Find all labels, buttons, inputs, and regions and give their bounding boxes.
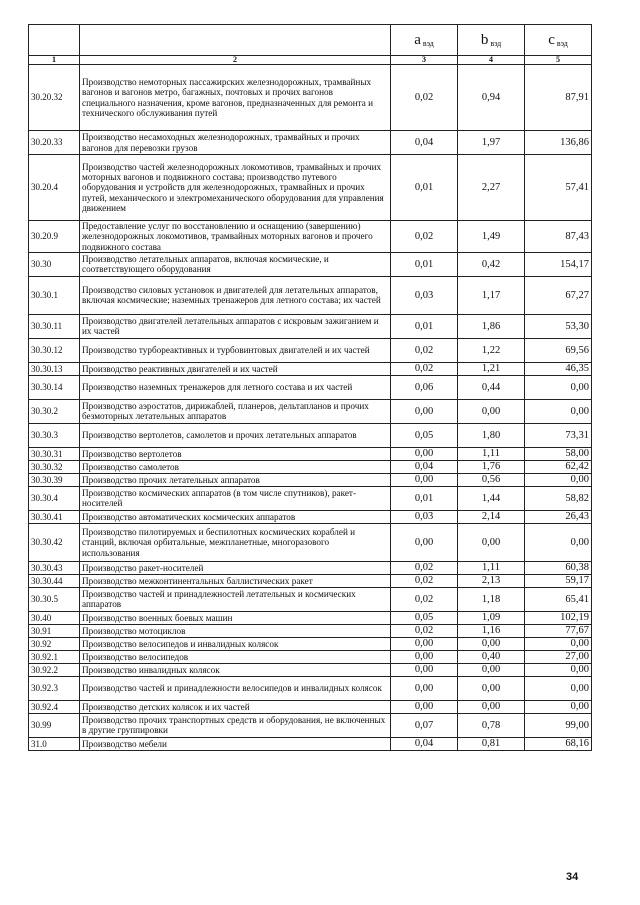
row-value-b: 1,18 (458, 587, 525, 611)
row-value-a: 0,00 (391, 637, 458, 650)
row-name: Производство силовых установок и двигателей для летательных аппаратов, включая космические; наземных тренажеров для летного состава; их частей (80, 276, 391, 314)
row-value-a: 0,01 (391, 252, 458, 276)
row-value-b: 0,81 (458, 737, 525, 750)
row-value-b: 1,49 (458, 221, 525, 253)
row-value-c: 154,17 (525, 252, 592, 276)
table-row (29, 338, 592, 362)
row-name: Производство вертолетов, самолетов и прочих летательных аппаратов (80, 423, 391, 447)
row-code: 30.30.13 (29, 362, 80, 375)
row-value-c: 0,00 (525, 473, 592, 486)
row-value-a: 0,07 (391, 713, 458, 737)
column-number: 2 (80, 56, 391, 65)
row-value-a: 0,00 (391, 650, 458, 663)
row-value-a: 0,02 (391, 221, 458, 253)
row-value-a: 0,01 (391, 314, 458, 338)
row-code: 30.92 (29, 637, 80, 650)
row-value-b: 1,11 (458, 447, 525, 460)
row-value-a: 0,05 (391, 423, 458, 447)
row-code: 30.30.1 (29, 276, 80, 314)
row-name: Производство мотоциклов (80, 624, 391, 637)
row-value-b: 1,17 (458, 276, 525, 314)
row-name: Производство велосипедов и инвалидных колясок (80, 637, 391, 650)
row-name: Производство инвалидных колясок (80, 663, 391, 676)
row-value-b: 0,44 (458, 375, 525, 399)
table-row (29, 574, 592, 587)
column-number: 3 (391, 56, 458, 65)
row-code: 30.30 (29, 252, 80, 276)
column-number: 4 (458, 56, 525, 65)
column-number: 5 (525, 56, 592, 65)
row-value-b: 0,00 (458, 676, 525, 700)
table-row (29, 423, 592, 447)
row-value-c: 27,00 (525, 650, 592, 663)
table-row (29, 561, 592, 574)
table-row (29, 510, 592, 523)
row-value-c: 77,67 (525, 624, 592, 637)
row-code: 30.30.12 (29, 338, 80, 362)
row-value-a: 0,04 (391, 131, 458, 155)
row-value-a: 0,05 (391, 611, 458, 624)
table-row (29, 131, 592, 155)
row-value-b: 1,97 (458, 131, 525, 155)
row-code: 30.20.33 (29, 131, 80, 155)
row-name: Производство немоторных пассажирских железнодорожных, трамвайных вагонов и вагонов метро, багажных, почтовых и прочих вагонов специального назначения, кроме вагонов, предназначенных для ремонта и технического обслуживания путей (80, 65, 391, 131)
row-value-a: 0,03 (391, 276, 458, 314)
row-value-b: 1,80 (458, 423, 525, 447)
row-code: 30.91 (29, 624, 80, 637)
row-name: Производство космических аппаратов (в том числе спутников), ракет-носителей (80, 486, 391, 510)
row-code: 30.30.32 (29, 460, 80, 473)
row-value-c: 0,00 (525, 375, 592, 399)
header-col-b: b $_{вэд}$ (458, 25, 525, 56)
row-name: Производство межконтинентальных баллистических ракет (80, 574, 391, 587)
row-code: 30.30.5 (29, 587, 80, 611)
row-name: Производство ракет-носителей (80, 561, 391, 574)
row-name: Производство реактивных двигателей и их частей (80, 362, 391, 375)
row-value-b: 0,00 (458, 399, 525, 423)
row-value-a: 0,00 (391, 399, 458, 423)
header-code (29, 25, 80, 56)
row-code: 30.92.2 (29, 663, 80, 676)
row-name: Производство автоматических космических аппаратов (80, 510, 391, 523)
row-value-b: 0,00 (458, 700, 525, 713)
table-row (29, 676, 592, 700)
row-name: Производство вертолетов (80, 447, 391, 460)
row-name: Производство двигателей летательных аппаратов с искровым зажиганием и их частей (80, 314, 391, 338)
row-value-a: 0,04 (391, 460, 458, 473)
table-row (29, 713, 592, 737)
row-value-c: 60,38 (525, 561, 592, 574)
row-value-c: 68,16 (525, 737, 592, 750)
row-code: 30.92.3 (29, 676, 80, 700)
row-value-a: 0,00 (391, 663, 458, 676)
row-name: Производство частей и принадлежности велосипедов и инвалидных колясок (80, 676, 391, 700)
row-name: Производство прочих транспортных средств и оборудования, не включенных в другие группировки (80, 713, 391, 737)
row-code: 30.92.1 (29, 650, 80, 663)
row-value-a: 0,03 (391, 510, 458, 523)
row-value-a: 0,04 (391, 737, 458, 750)
row-code: 30.30.43 (29, 561, 80, 574)
row-code: 30.30.42 (29, 523, 80, 561)
row-value-c: 26,43 (525, 510, 592, 523)
table-row (29, 447, 592, 460)
row-name: Производство частей и принадлежностей летательных и космических аппаратов (80, 587, 391, 611)
row-value-c: 99,00 (525, 713, 592, 737)
row-value-b: 1,44 (458, 486, 525, 510)
row-name: Производство велосипедов (80, 650, 391, 663)
row-value-c: 87,91 (525, 65, 592, 131)
table-row (29, 221, 592, 253)
row-code: 30.30.39 (29, 473, 80, 486)
table-row (29, 587, 592, 611)
row-value-b: 0,00 (458, 523, 525, 561)
row-code: 30.30.41 (29, 510, 80, 523)
row-value-c: 102,19 (525, 611, 592, 624)
row-value-a: 0,00 (391, 473, 458, 486)
row-name: Производство несамоходных железнодорожных, трамвайных и прочих вагонов для перевозки грузов (80, 131, 391, 155)
row-value-c: 87,43 (525, 221, 592, 253)
row-value-b: 2,27 (458, 155, 525, 221)
row-code: 30.30.4 (29, 486, 80, 510)
row-value-b: 0,94 (458, 65, 525, 131)
row-value-b: 1,11 (458, 561, 525, 574)
table-row (29, 362, 592, 375)
row-name: Производство летательных аппаратов, включая космические, и соответствующего оборудования (80, 252, 391, 276)
column-number: 1 (29, 56, 80, 65)
row-value-c: 0,00 (525, 700, 592, 713)
row-code: 30.40 (29, 611, 80, 624)
table-row (29, 663, 592, 676)
table-row (29, 375, 592, 399)
row-value-a: 0,01 (391, 486, 458, 510)
row-code: 30.30.14 (29, 375, 80, 399)
row-name: Производство пилотируемых и беспилотных космических кораблей и станций, включая орбитальные, межпланетные, многоразового использования (80, 523, 391, 561)
row-code: 30.30.31 (29, 447, 80, 460)
row-value-a: 0,00 (391, 700, 458, 713)
row-value-a: 0,01 (391, 155, 458, 221)
table-row (29, 737, 592, 750)
row-name: Производство военных боевых машин (80, 611, 391, 624)
row-name: Производство частей железнодорожных локомотивов, трамвайных и прочих моторных вагонов и подвижного состава; производство путевого оборудования и устройств для железнодорожных, трамвайных и прочих путей, механического и электромеханического оборудования для управления движением (80, 155, 391, 221)
row-code: 30.30.2 (29, 399, 80, 423)
table-row (29, 650, 592, 663)
row-code: 30.92.4 (29, 700, 80, 713)
row-value-b: 0,78 (458, 713, 525, 737)
row-value-c: 58,82 (525, 486, 592, 510)
row-value-b: 0,42 (458, 252, 525, 276)
row-code: 31.0 (29, 737, 80, 750)
row-value-c: 62,42 (525, 460, 592, 473)
row-value-b: 1,09 (458, 611, 525, 624)
table-row (29, 314, 592, 338)
table-row (29, 252, 592, 276)
table-row (29, 460, 592, 473)
row-code: 30.20.4 (29, 155, 80, 221)
row-name: Производство аэростатов, дирижаблей, планеров, дельтапланов и прочих безмоторных летательных аппаратов (80, 399, 391, 423)
row-value-a: 0,02 (391, 587, 458, 611)
row-code: 30.99 (29, 713, 80, 737)
row-name: Производство наземных тренажеров для летного состава и их частей (80, 375, 391, 399)
row-value-c: 0,00 (525, 676, 592, 700)
row-value-b: 0,00 (458, 663, 525, 676)
header-name (80, 25, 391, 56)
row-value-a: 0,02 (391, 338, 458, 362)
table-row (29, 486, 592, 510)
row-value-b: 0,40 (458, 650, 525, 663)
row-value-c: 0,00 (525, 637, 592, 650)
header-row (29, 25, 592, 56)
row-name: Предоставление услуг по восстановлению и оснащению (завершению) железнодорожных локомотивов, трамвайных моторных вагонов и прочего подвижного состава (80, 221, 391, 253)
table-row (29, 399, 592, 423)
row-value-a: 0,02 (391, 624, 458, 637)
row-value-b: 1,16 (458, 624, 525, 637)
row-value-a: 0,00 (391, 676, 458, 700)
row-value-c: 65,41 (525, 587, 592, 611)
row-value-c: 73,31 (525, 423, 592, 447)
row-value-a: 0,00 (391, 447, 458, 460)
row-code: 30.30.44 (29, 574, 80, 587)
row-value-b: 0,56 (458, 473, 525, 486)
table-row (29, 611, 592, 624)
coefficients-table (28, 24, 592, 751)
row-value-b: 1,86 (458, 314, 525, 338)
table-row (29, 700, 592, 713)
row-value-a: 0,02 (391, 574, 458, 587)
header-col-a: a $_{вэд}$ (391, 25, 458, 56)
row-value-c: 69,56 (525, 338, 592, 362)
table-row (29, 65, 592, 131)
row-code: 30.30.11 (29, 314, 80, 338)
row-name: Производство прочих летательных аппаратов (80, 473, 391, 486)
row-value-c: 59,17 (525, 574, 592, 587)
row-value-b: 1,76 (458, 460, 525, 473)
row-value-b: 2,14 (458, 510, 525, 523)
row-value-a: 0,02 (391, 362, 458, 375)
row-value-c: 53,30 (525, 314, 592, 338)
row-name: Производство турбореактивных и турбовинтовых двигателей и их частей (80, 338, 391, 362)
table-row (29, 276, 592, 314)
row-code: 30.20.9 (29, 221, 80, 253)
table-row (29, 637, 592, 650)
row-code: 30.30.3 (29, 423, 80, 447)
row-value-c: 57,41 (525, 155, 592, 221)
table-row (29, 523, 592, 561)
row-value-c: 0,00 (525, 399, 592, 423)
row-value-b: 1,21 (458, 362, 525, 375)
row-value-b: 0,00 (458, 637, 525, 650)
row-code: 30.20.32 (29, 65, 80, 131)
row-value-a: 0,02 (391, 65, 458, 131)
row-value-c: 0,00 (525, 663, 592, 676)
row-value-a: 0,00 (391, 523, 458, 561)
row-value-c: 46,35 (525, 362, 592, 375)
row-value-a: 0,02 (391, 561, 458, 574)
row-value-b: 1,22 (458, 338, 525, 362)
row-value-a: 0,06 (391, 375, 458, 399)
row-name: Производство мебели (80, 737, 391, 750)
row-value-c: 58,00 (525, 447, 592, 460)
table-row (29, 473, 592, 486)
row-name: Производство самолетов (80, 460, 391, 473)
table-row (29, 155, 592, 221)
row-value-c: 0,00 (525, 523, 592, 561)
table-row (29, 624, 592, 637)
row-value-b: 2,13 (458, 574, 525, 587)
row-value-c: 136,86 (525, 131, 592, 155)
row-name: Производство детских колясок и их частей (80, 700, 391, 713)
row-value-c: 67,27 (525, 276, 592, 314)
column-number-row (29, 56, 592, 65)
header-col-c: c $_{вэд}$ (525, 25, 592, 56)
page-number: 34 (566, 871, 579, 883)
